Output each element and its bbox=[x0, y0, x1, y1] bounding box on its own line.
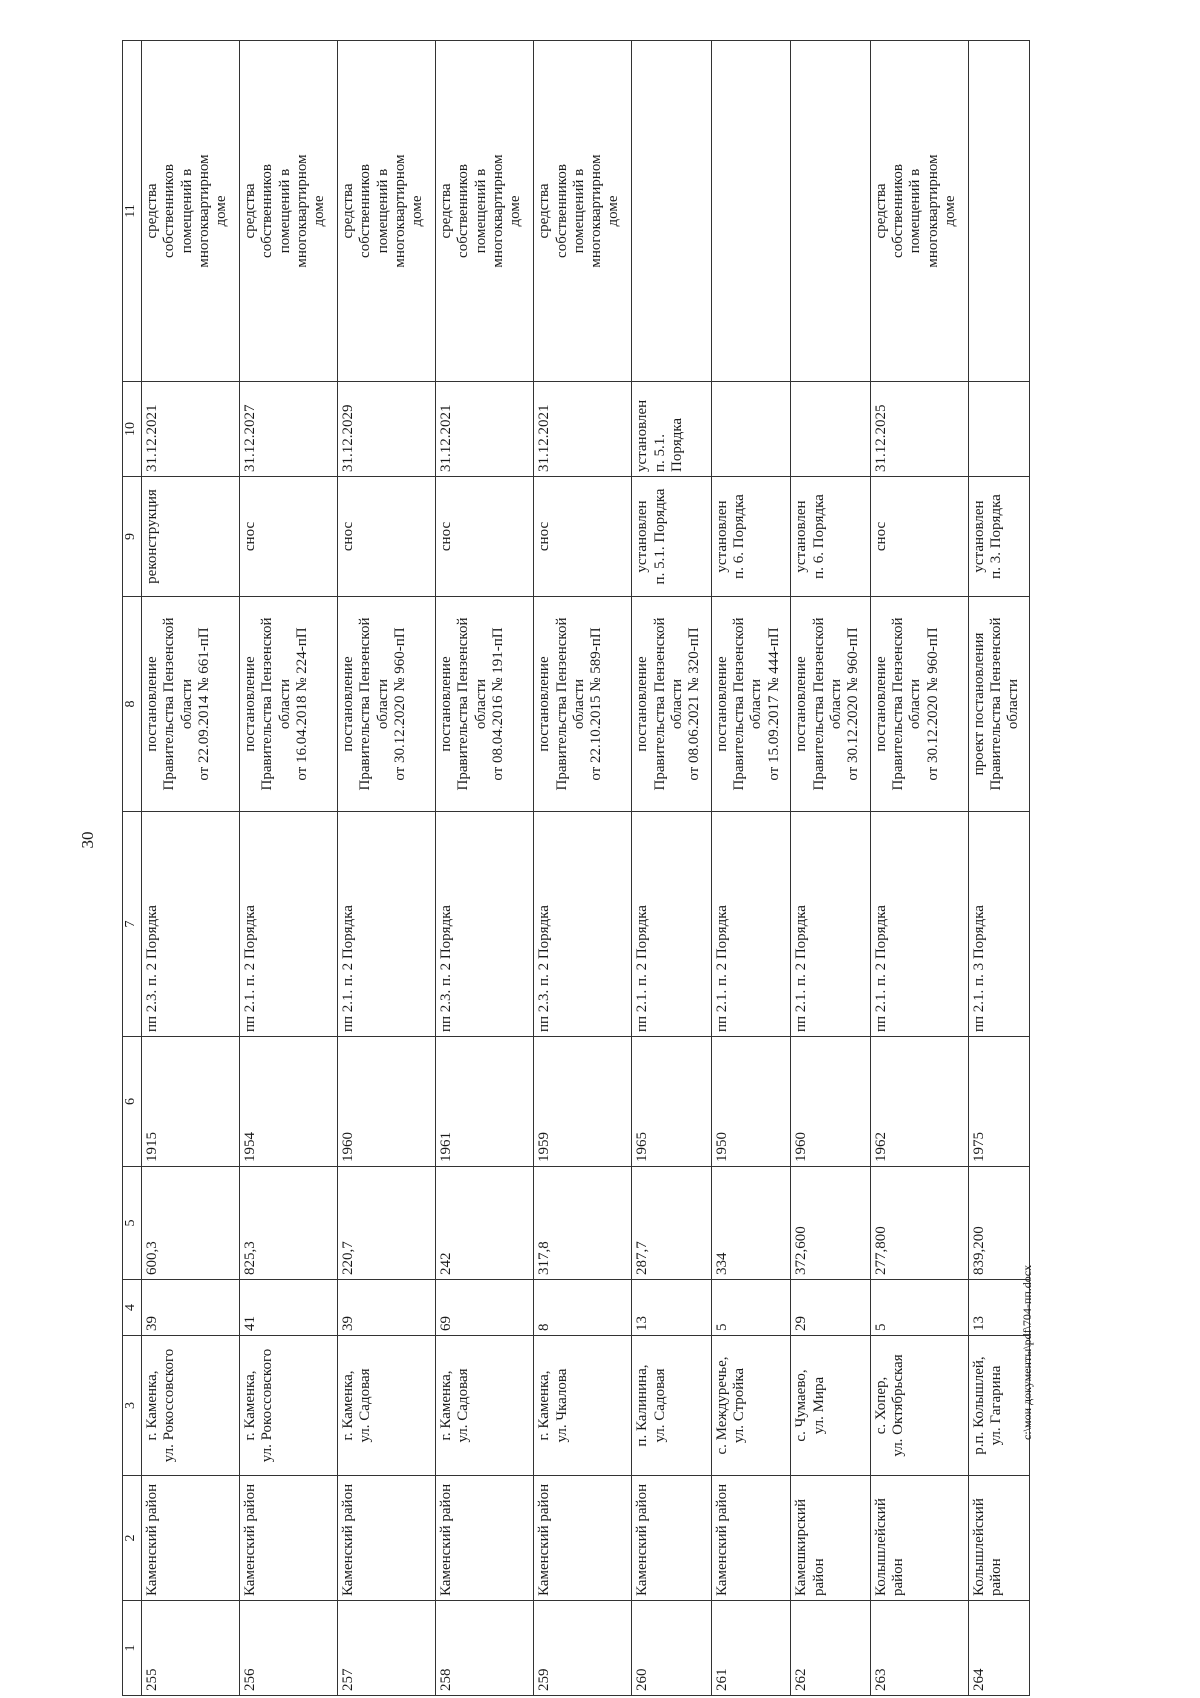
house-number-cell: 8 bbox=[534, 1280, 632, 1336]
basis-cell: пп 2.1. п. 2 Порядка bbox=[711, 812, 791, 1037]
basis-cell: пп 2.3. п. 2 Порядка bbox=[534, 812, 632, 1037]
district-cell: Каменский район bbox=[534, 1476, 632, 1601]
house-number-cell: 13 bbox=[632, 1280, 712, 1336]
decision-cell: постановление Правительства Пензенской области от 22.09.2014 № 661-пП bbox=[142, 597, 240, 812]
deadline-cell: 31.12.2021 bbox=[142, 382, 240, 477]
column-header: 5 bbox=[123, 1167, 142, 1280]
deadline-cell: 31.12.2025 bbox=[870, 382, 968, 477]
basis-cell: пп 2.1. п. 2 Порядка bbox=[338, 812, 436, 1037]
decision-cell: постановление Правительства Пензенской области от 08.04.2016 № 191-пП bbox=[436, 597, 534, 812]
column-header: 1 bbox=[123, 1601, 142, 1696]
funding-source-cell: средства собственников помещений в многоквартирном доме bbox=[534, 41, 632, 382]
funding-source-cell bbox=[711, 41, 791, 382]
area-cell: 220,7 bbox=[338, 1167, 436, 1280]
decision-cell: проект постановления Правительства Пензенской области bbox=[968, 597, 1029, 812]
year-cell: 1959 bbox=[534, 1037, 632, 1167]
address-cell: с. Хопер, ул. Октябрьская bbox=[870, 1336, 968, 1476]
decision-cell: постановление Правительства Пензенской области от 16.04.2018 № 224-пП bbox=[240, 597, 338, 812]
table-wrapper bbox=[122, 41, 1030, 1696]
table-row bbox=[632, 41, 712, 1696]
district-cell: Каменский район bbox=[338, 1476, 436, 1601]
house-number-cell: 29 bbox=[791, 1280, 871, 1336]
footer-file-path: c:\мои документы\pdf\704-пп.docx bbox=[1020, 1264, 1034, 1440]
area-cell: 600,3 bbox=[142, 1167, 240, 1280]
area-cell: 287,7 bbox=[632, 1167, 712, 1280]
decision-cell: постановление Правительства Пензенской области от 30.12.2020 № 960-пП bbox=[791, 597, 871, 812]
deadline-cell: 31.12.2021 bbox=[534, 382, 632, 477]
house-number-cell: 39 bbox=[338, 1280, 436, 1336]
measure-cell: снос bbox=[870, 477, 968, 597]
district-cell: Каменский район bbox=[436, 1476, 534, 1601]
deadline-cell bbox=[968, 382, 1029, 477]
funding-source-cell: средства собственников помещений в многоквартирном доме bbox=[338, 41, 436, 382]
column-header: 11 bbox=[123, 41, 142, 382]
measure-cell: установлен п. 5.1. Порядка bbox=[632, 477, 712, 597]
deadline-cell: 31.12.2027 bbox=[240, 382, 338, 477]
row-number: 255 bbox=[142, 1601, 240, 1696]
house-number-cell: 13 bbox=[968, 1280, 1029, 1336]
row-number: 260 bbox=[632, 1601, 712, 1696]
table-row bbox=[534, 41, 632, 1696]
address-cell: п. Калинина, ул. Садовая bbox=[632, 1336, 712, 1476]
measure-cell: установлен п. 3. Порядка bbox=[968, 477, 1029, 597]
house-number-cell: 39 bbox=[142, 1280, 240, 1336]
row-number: 264 bbox=[968, 1601, 1029, 1696]
houses-table bbox=[122, 40, 1030, 1696]
year-cell: 1965 bbox=[632, 1037, 712, 1167]
decision-cell: постановление Правительства Пензенской области от 15.09.2017 № 444-пП bbox=[711, 597, 791, 812]
year-cell: 1915 bbox=[142, 1037, 240, 1167]
funding-source-cell bbox=[791, 41, 871, 382]
basis-cell: пп 2.1. п. 2 Порядка bbox=[870, 812, 968, 1037]
measure-cell: снос bbox=[240, 477, 338, 597]
funding-source-cell bbox=[632, 41, 712, 382]
district-cell: Камешкирский район bbox=[791, 1476, 871, 1601]
year-cell: 1962 bbox=[870, 1037, 968, 1167]
year-cell: 1950 bbox=[711, 1037, 791, 1167]
area-cell: 317,8 bbox=[534, 1167, 632, 1280]
year-cell: 1960 bbox=[791, 1037, 871, 1167]
row-number: 257 bbox=[338, 1601, 436, 1696]
year-cell: 1961 bbox=[436, 1037, 534, 1167]
measure-cell: установлен п. 6. Порядка bbox=[711, 477, 791, 597]
column-header: 3 bbox=[123, 1336, 142, 1476]
funding-source-cell: средства собственников помещений в многоквартирном доме bbox=[436, 41, 534, 382]
address-cell: с. Междуречье, ул. Стройка bbox=[711, 1336, 791, 1476]
column-header: 9 bbox=[123, 477, 142, 597]
column-header: 8 bbox=[123, 597, 142, 812]
measure-cell: снос bbox=[534, 477, 632, 597]
funding-source-cell: средства собственников помещений в многоквартирном доме bbox=[870, 41, 968, 382]
year-cell: 1960 bbox=[338, 1037, 436, 1167]
basis-cell: пп 2.1. п. 3 Порядка bbox=[968, 812, 1029, 1037]
address-cell: г. Каменка, ул. Садовая bbox=[338, 1336, 436, 1476]
basis-cell: пп 2.3. п. 2 Порядка bbox=[142, 812, 240, 1037]
column-header: 7 bbox=[123, 812, 142, 1037]
deadline-cell bbox=[711, 382, 791, 477]
row-number: 256 bbox=[240, 1601, 338, 1696]
row-number: 261 bbox=[711, 1601, 791, 1696]
area-cell: 277,800 bbox=[870, 1167, 968, 1280]
address-cell: р.п. Колышлей, ул. Гагарина bbox=[968, 1336, 1029, 1476]
area-cell: 825,3 bbox=[240, 1167, 338, 1280]
district-cell: Каменский район bbox=[711, 1476, 791, 1601]
area-cell: 334 bbox=[711, 1167, 791, 1280]
deadline-cell: 31.12.2029 bbox=[338, 382, 436, 477]
decision-cell: постановление Правительства Пензенской области от 08.06.2021 № 320-пП bbox=[632, 597, 712, 812]
row-number: 263 bbox=[870, 1601, 968, 1696]
table-row bbox=[791, 41, 871, 1696]
area-cell: 839,200 bbox=[968, 1167, 1029, 1280]
column-header: 10 bbox=[123, 382, 142, 477]
funding-source-cell bbox=[968, 41, 1029, 382]
area-cell: 372,600 bbox=[791, 1167, 871, 1280]
measure-cell: установлен п. 6. Порядка bbox=[791, 477, 871, 597]
row-number: 262 bbox=[791, 1601, 871, 1696]
table-row bbox=[338, 41, 436, 1696]
district-cell: Каменский район bbox=[632, 1476, 712, 1601]
decision-cell: постановление Правительства Пензенской области от 30.12.2020 № 960-пП bbox=[338, 597, 436, 812]
basis-cell: пп 2.1. п. 2 Порядка bbox=[240, 812, 338, 1037]
area-cell: 242 bbox=[436, 1167, 534, 1280]
table-row bbox=[711, 41, 791, 1696]
table-row bbox=[240, 41, 338, 1696]
year-cell: 1954 bbox=[240, 1037, 338, 1167]
address-cell: г. Каменка, ул. Рокоссовского bbox=[142, 1336, 240, 1476]
year-cell: 1975 bbox=[968, 1037, 1029, 1167]
district-cell: Колышлейский район bbox=[968, 1476, 1029, 1601]
decision-cell: постановление Правительства Пензенской области от 30.12.2020 № 960-пП bbox=[870, 597, 968, 812]
deadline-cell: 31.12.2021 bbox=[436, 382, 534, 477]
address-cell: г. Каменка, ул. Садовая bbox=[436, 1336, 534, 1476]
address-cell: г. Каменка, ул. Рокоссовского bbox=[240, 1336, 338, 1476]
house-number-cell: 69 bbox=[436, 1280, 534, 1336]
column-header: 2 bbox=[123, 1476, 142, 1601]
row-number: 258 bbox=[436, 1601, 534, 1696]
deadline-cell bbox=[791, 382, 871, 477]
measure-cell: снос bbox=[436, 477, 534, 597]
column-header: 4 bbox=[123, 1280, 142, 1336]
table-row bbox=[968, 41, 1029, 1696]
table-row bbox=[436, 41, 534, 1696]
address-cell: с. Чумаево, ул. Мира bbox=[791, 1336, 871, 1476]
header-row bbox=[123, 41, 142, 1696]
funding-source-cell: средства собственников помещений в многоквартирном доме bbox=[142, 41, 240, 382]
measure-cell: реконструкция bbox=[142, 477, 240, 597]
basis-cell: пп 2.3. п. 2 Порядка bbox=[436, 812, 534, 1037]
district-cell: Каменский район bbox=[240, 1476, 338, 1601]
table-row bbox=[142, 41, 240, 1696]
page-number: 30 bbox=[78, 831, 97, 849]
district-cell: Колышлейский район bbox=[870, 1476, 968, 1601]
funding-source-cell: средства собственников помещений в многоквартирном доме bbox=[240, 41, 338, 382]
house-number-cell: 5 bbox=[870, 1280, 968, 1336]
basis-cell: пп 2.1. п. 2 Порядка bbox=[791, 812, 871, 1037]
address-cell: г. Каменка, ул. Чкалова bbox=[534, 1336, 632, 1476]
house-number-cell: 5 bbox=[711, 1280, 791, 1336]
decision-cell: постановление Правительства Пензенской области от 22.10.2015 № 589-пП bbox=[534, 597, 632, 812]
district-cell: Каменский район bbox=[142, 1476, 240, 1601]
column-header: 6 bbox=[123, 1037, 142, 1167]
house-number-cell: 41 bbox=[240, 1280, 338, 1336]
row-number: 259 bbox=[534, 1601, 632, 1696]
table-row bbox=[870, 41, 968, 1696]
measure-cell: снос bbox=[338, 477, 436, 597]
basis-cell: пп 2.1. п. 2 Порядка bbox=[632, 812, 712, 1037]
deadline-cell: установлен п. 5.1. Порядка bbox=[632, 382, 712, 477]
